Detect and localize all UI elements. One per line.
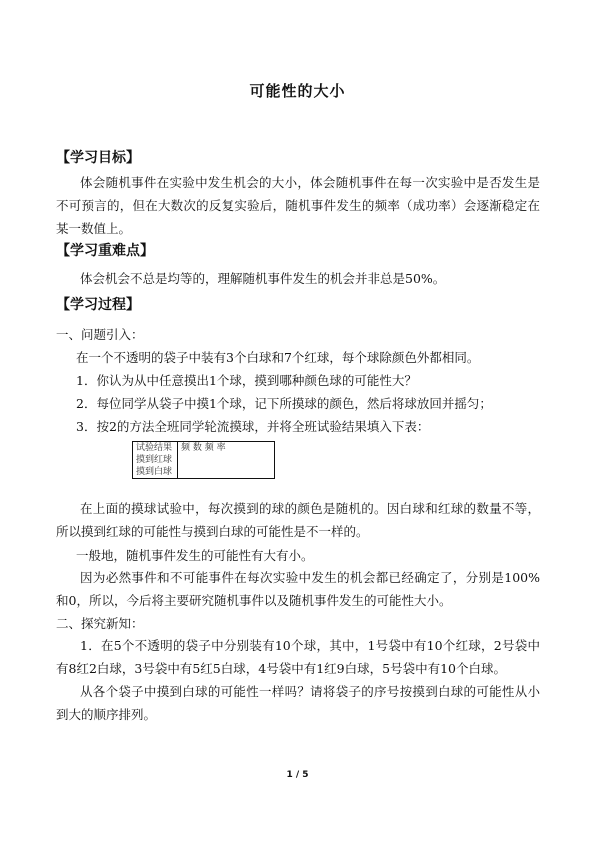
table-row bbox=[133, 466, 275, 479]
table-row bbox=[133, 442, 275, 455]
question-2: 2．每位同学从袋子中摸1个球，记下所摸球的颜色，然后将球放回并摇匀； bbox=[76, 396, 492, 411]
question-3: 3．按2的方法全班同学轮流摸球，并将全班试验结果填入下表： bbox=[76, 419, 430, 434]
page-number: 1 / 5 bbox=[286, 770, 309, 780]
part-two-title: 二、探究新知： bbox=[56, 616, 144, 631]
certain-events-paragraph: 因为必然事件和不可能事件在每次实验中发生的机会都已经确定了，分别是100%和0，所以，今后将主要研究随机事件以及随机事件发生的可能性大小。 bbox=[56, 570, 540, 608]
table-cell: 频 数 频 率 bbox=[181, 443, 226, 453]
goals-paragraph: 体会随机事件在实验中发生机会的大小，体会随机事件在每一次实验中是否发生是不可预言的，但在大数次的反复实验后，随机事件发生的频率（成功率）会逐渐稳定在某一数值上。 bbox=[56, 175, 540, 236]
general-statement: 一般地，随机事件发生的可能性有大有小。 bbox=[76, 548, 314, 563]
part-one-title: 一、问题引入： bbox=[56, 327, 144, 342]
section-heading-process: 【学习过程】 bbox=[56, 297, 140, 313]
results-table bbox=[132, 441, 275, 479]
section-heading-goals: 【学习目标】 bbox=[56, 150, 140, 166]
table-row bbox=[133, 454, 275, 466]
explore-question: 从各个袋子中摸到白球的可能性一样吗？请将袋子的序号按摸到白球的可能性从小到大的顺序排列。 bbox=[56, 684, 540, 722]
intro-text: 在一个不透明的袋子中装有3个白球和7个红球，每个球除颜色外都相同。 bbox=[76, 350, 480, 365]
table-cell: 试验结果 bbox=[133, 442, 178, 455]
table-cell: 摸到白球 bbox=[133, 466, 178, 479]
explore-item-1: 1．在5个不透明的袋子中分别装有10个球，其中，1号袋中有10个红球，2号袋中有8红2白球，3号袋中有5红5白球，4号袋中有1红9白球，5号袋中有10个白球。 bbox=[56, 638, 540, 676]
table-cell bbox=[178, 466, 275, 479]
key-points-paragraph: 体会机会不总是均等的，理解随机事件发生的机会并非总是50%。 bbox=[80, 271, 446, 286]
table-cell: 摸到红球 bbox=[133, 454, 178, 466]
after-table-paragraph: 在上面的摸球试验中，每次摸到的球的颜色是随机的。因白球和红球的数量不等，所以摸到红球的可能性与摸到白球的可能性是不一样的。 bbox=[56, 501, 540, 539]
section-heading-key-points: 【学习重难点】 bbox=[56, 243, 154, 259]
question-1: 1．你认为从中任意摸出1个球，摸到哪种颜色球的可能性大？ bbox=[76, 373, 417, 388]
page-title: 可能性的大小 bbox=[249, 82, 346, 100]
table-cell bbox=[178, 454, 275, 466]
